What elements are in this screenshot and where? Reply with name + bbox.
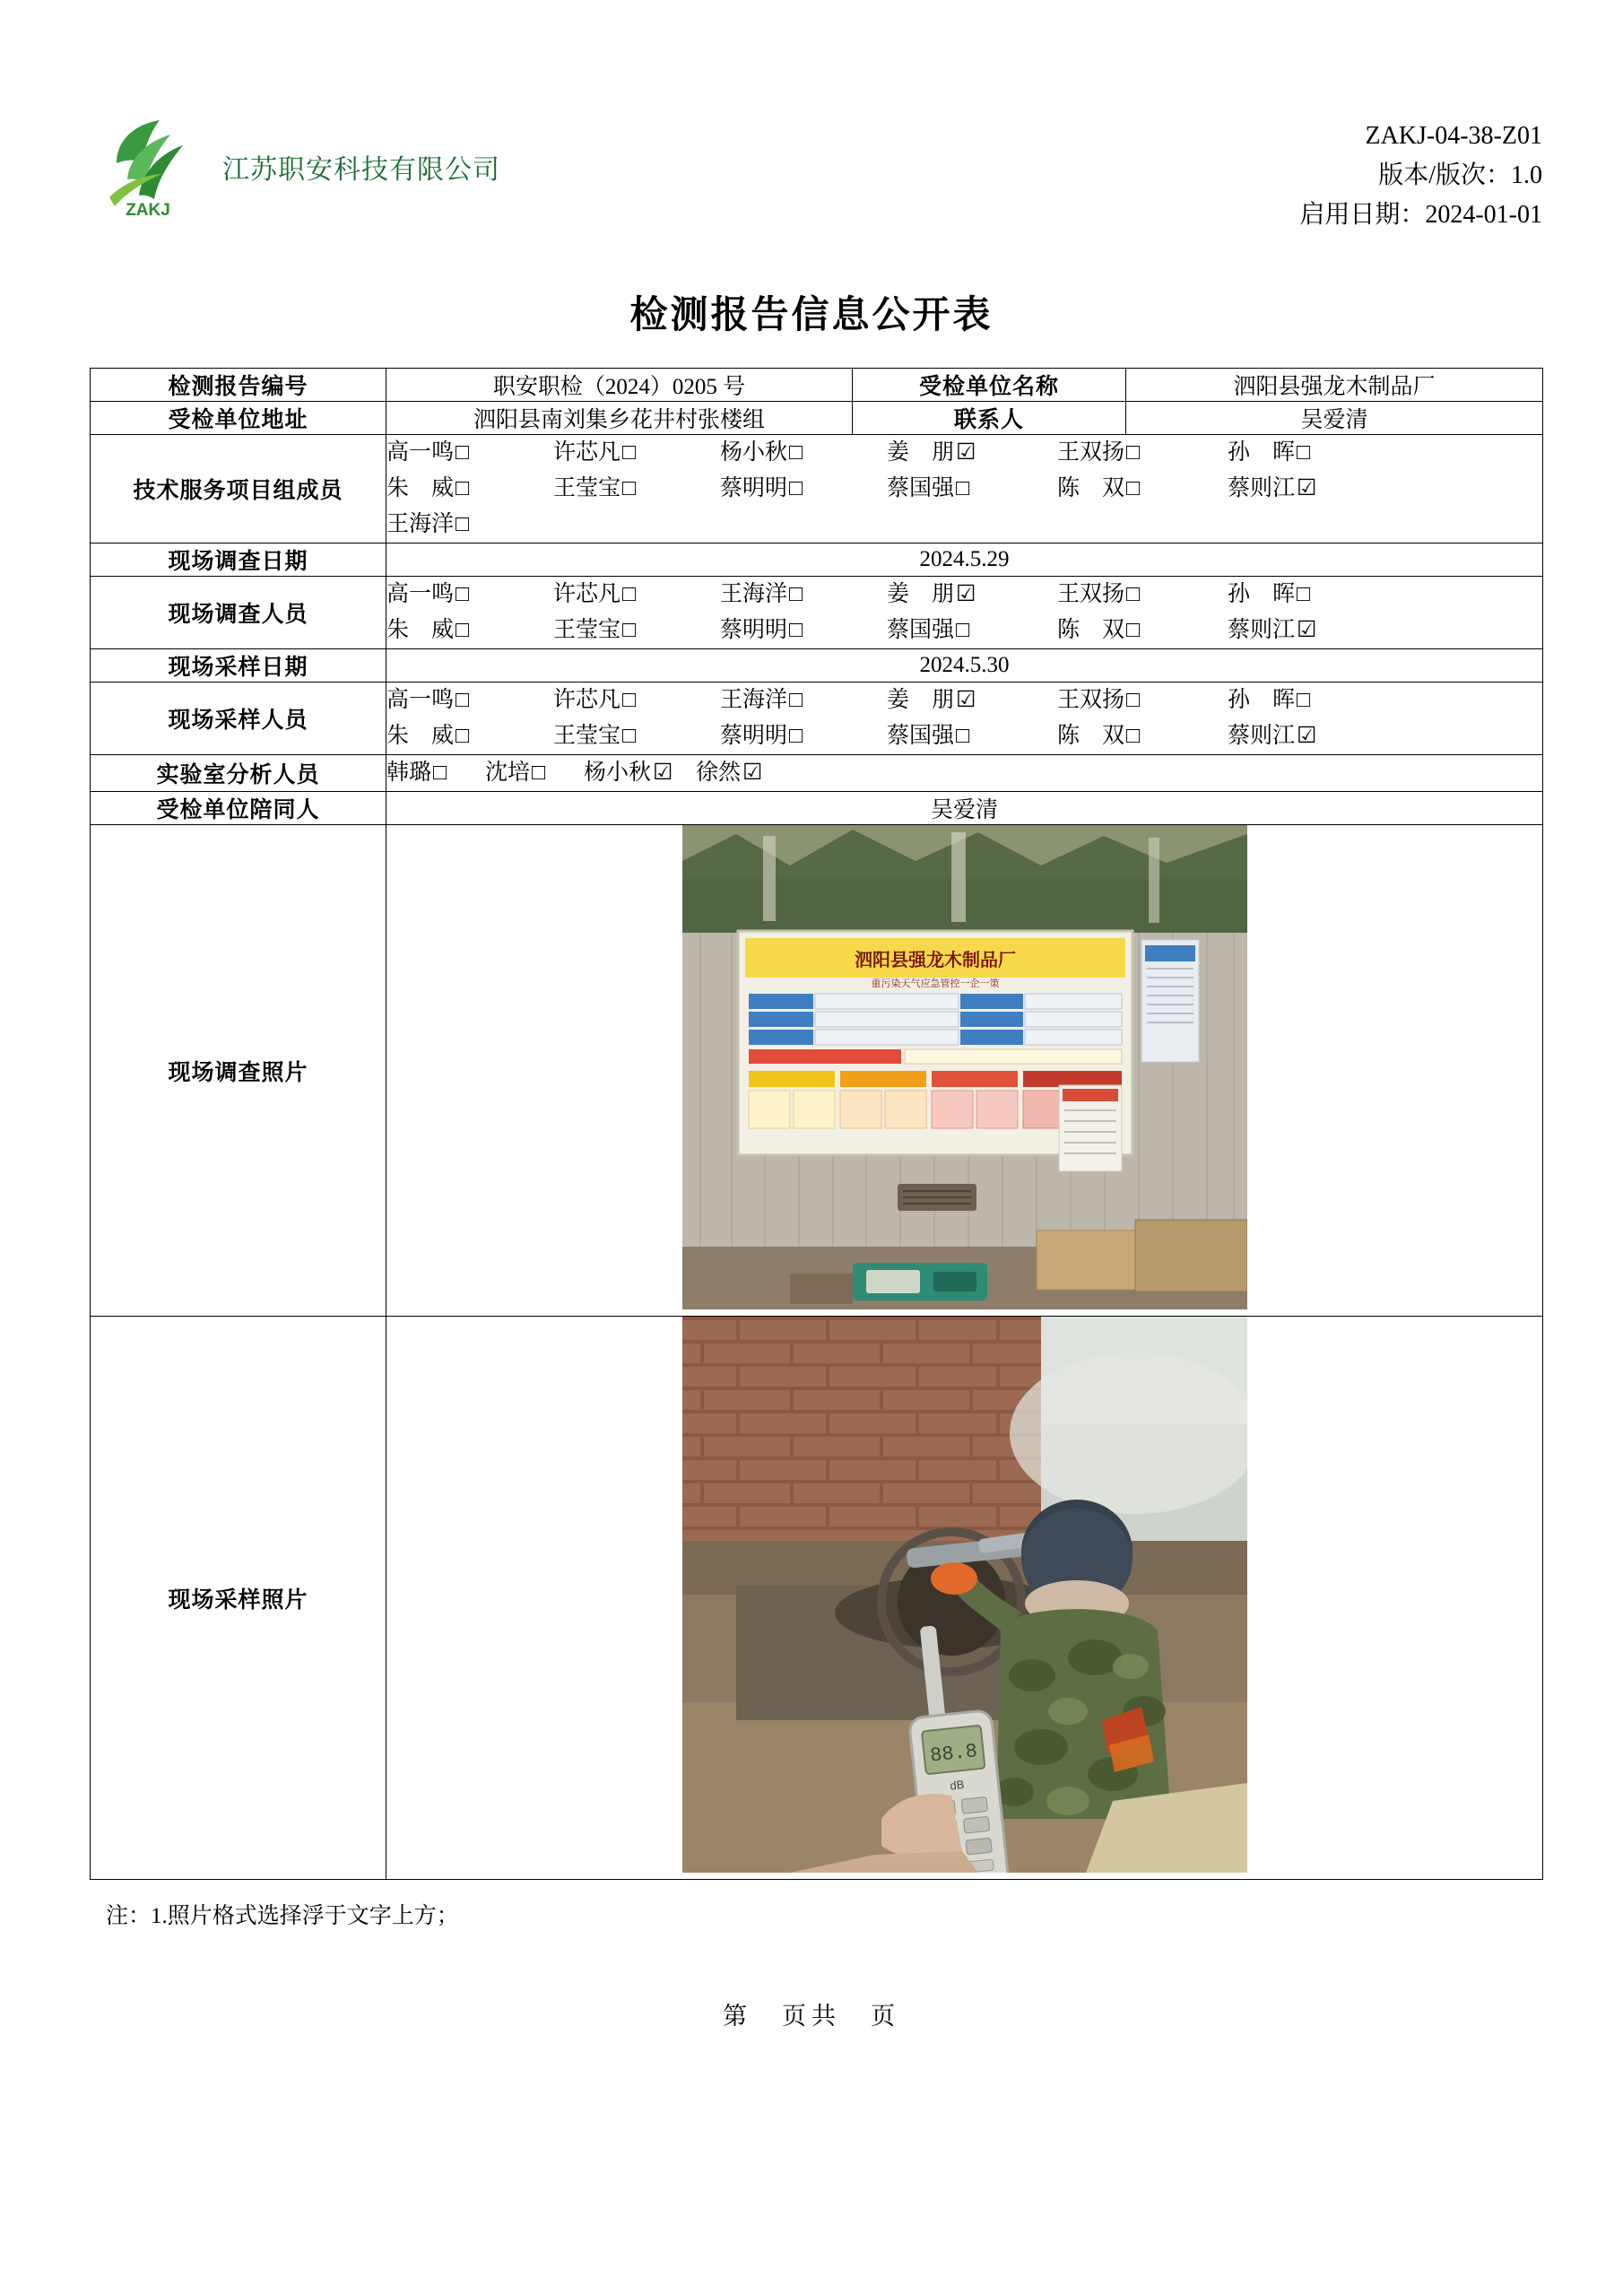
survey-date-value: 2024.5.29: [386, 544, 1543, 577]
checkbox-unchecked-icon[interactable]: □: [956, 618, 970, 642]
person-name: 孙 晖: [1228, 582, 1296, 606]
checkbox-unchecked-icon[interactable]: □: [1297, 582, 1311, 606]
person-name: 王莹宝: [553, 476, 621, 500]
person-checkbox-item[interactable]: [1228, 435, 1371, 471]
checkbox-unchecked-icon[interactable]: □: [622, 688, 637, 712]
person-checkbox-item[interactable]: [584, 755, 696, 791]
person-checkbox-item[interactable]: [386, 435, 553, 471]
checkbox-unchecked-icon[interactable]: □: [456, 688, 470, 712]
person-checkbox-item[interactable]: [720, 718, 887, 754]
contact-value: 吴爱清: [1126, 402, 1543, 435]
person-checkbox-item[interactable]: [720, 613, 887, 648]
checkbox-unchecked-icon[interactable]: □: [789, 724, 803, 748]
checkbox-unchecked-icon[interactable]: □: [956, 724, 970, 748]
person-checkbox-item[interactable]: [386, 718, 553, 754]
report-no-label: 检测报告编号: [91, 369, 386, 402]
checkbox-unchecked-icon[interactable]: □: [456, 724, 470, 748]
person-name: 孙 晖: [1228, 440, 1296, 465]
person-checkbox-item[interactable]: [887, 718, 1057, 754]
person-row: [386, 507, 1542, 543]
person-checkbox-item[interactable]: [1057, 435, 1228, 471]
checkbox-unchecked-icon[interactable]: □: [789, 688, 803, 712]
person-name: 许芯凡: [553, 688, 621, 712]
checkbox-unchecked-icon[interactable]: □: [1297, 440, 1311, 465]
person-name: 姜 朋: [887, 440, 955, 465]
person-checkbox-item[interactable]: [720, 577, 887, 613]
person-checkbox-item[interactable]: [887, 471, 1057, 507]
svg-text:dB: dB: [949, 1777, 965, 1793]
team-members-list: [386, 435, 1543, 544]
page-title: 检测报告信息公开表: [629, 295, 994, 336]
svg-text:ZAKJ: ZAKJ: [126, 201, 170, 220]
person-checkbox-item[interactable]: [1228, 718, 1371, 754]
survey-date-label: 现场调查日期: [91, 544, 386, 577]
checkbox-checked-icon[interactable]: ☑: [653, 761, 673, 785]
person-name: 蔡则江: [1228, 724, 1296, 748]
team-members-label: 技术服务项目组成员: [91, 435, 386, 544]
person-checkbox-item[interactable]: [887, 683, 1057, 718]
survey-photo: [682, 825, 1247, 1309]
person-checkbox-item[interactable]: [887, 435, 1057, 471]
checkbox-unchecked-icon[interactable]: □: [1126, 582, 1141, 606]
sample-staff-list: [386, 683, 1543, 755]
checkbox-checked-icon[interactable]: ☑: [956, 688, 976, 712]
document-effective-date: 启用日期：2024-01-01: [1299, 201, 1542, 229]
survey-staff-list: [386, 577, 1543, 649]
checkbox-unchecked-icon[interactable]: □: [1297, 688, 1311, 712]
person-checkbox-item[interactable]: [386, 577, 553, 613]
survey-photo-label: 现场调查照片: [91, 825, 386, 1317]
person-checkbox-item[interactable]: [386, 755, 485, 791]
checkbox-unchecked-icon[interactable]: □: [433, 761, 447, 785]
person-row: [386, 613, 1542, 648]
table-row: [91, 435, 1543, 544]
sample-staff-label: 现场采样人员: [91, 683, 386, 755]
checkbox-unchecked-icon[interactable]: □: [532, 761, 546, 785]
person-name: 朱 威: [386, 476, 455, 500]
person-checkbox-item[interactable]: [1228, 577, 1371, 613]
checkbox-unchecked-icon[interactable]: □: [456, 512, 470, 536]
checkbox-unchecked-icon[interactable]: □: [456, 476, 470, 500]
client-name-label: 受检单位名称: [853, 369, 1126, 402]
person-name: 姜 朋: [887, 688, 955, 712]
person-name: 王双扬: [1057, 688, 1125, 712]
person-checkbox-item[interactable]: [553, 577, 720, 613]
person-checkbox-item[interactable]: [386, 683, 553, 718]
checkbox-unchecked-icon[interactable]: □: [1126, 724, 1141, 748]
svg-text:88.8: 88.8: [928, 1740, 978, 1768]
checkbox-unchecked-icon[interactable]: □: [789, 582, 803, 606]
person-checkbox-item[interactable]: [1057, 718, 1228, 754]
survey-staff-label: 现场调查人员: [91, 577, 386, 649]
escort-label: 受检单位陪同人: [91, 792, 386, 825]
checkbox-unchecked-icon[interactable]: □: [789, 476, 803, 500]
checkbox-unchecked-icon[interactable]: □: [956, 476, 970, 500]
contact-label: 联系人: [853, 402, 1126, 435]
person-name: 杨小秋: [720, 440, 788, 465]
document-code: ZAKJ-04-38-Z01: [1365, 122, 1542, 150]
person-name: 许芯凡: [553, 440, 621, 465]
checkbox-checked-icon[interactable]: ☑: [1297, 724, 1317, 748]
person-checkbox-item[interactable]: [696, 755, 803, 791]
person-name: 高一鸣: [386, 582, 455, 606]
checkbox-unchecked-icon[interactable]: □: [1126, 440, 1141, 465]
person-checkbox-item[interactable]: [720, 435, 887, 471]
person-checkbox-item[interactable]: [1057, 471, 1228, 507]
person-name: 蔡明明: [720, 724, 788, 748]
table-row: [91, 825, 1543, 1317]
person-name: 王双扬: [1057, 582, 1125, 606]
sample-date-label: 现场采样日期: [91, 649, 386, 683]
person-name: 蔡国强: [887, 618, 955, 642]
document-header: [90, 108, 1542, 229]
lab-staff-list: [386, 755, 1543, 792]
table-row: [91, 402, 1543, 435]
table-row: [91, 683, 1543, 755]
page-footer: 第 页共 页: [723, 2003, 900, 2030]
table-row: [91, 369, 1543, 402]
person-name: 王莹宝: [553, 618, 621, 642]
checkbox-unchecked-icon[interactable]: □: [1126, 618, 1141, 642]
person-checkbox-item[interactable]: [386, 613, 553, 648]
person-name: 陈 双: [1057, 724, 1125, 748]
table-row: [91, 792, 1543, 825]
svg-text:泗阳县强龙木制品厂: 泗阳县强龙木制品厂: [854, 951, 1016, 970]
report-info-table: [90, 368, 1543, 1880]
person-name: 高一鸣: [386, 688, 455, 712]
person-checkbox-item[interactable]: [1228, 613, 1371, 648]
checkbox-checked-icon[interactable]: ☑: [1297, 618, 1317, 642]
lab-staff-label: 实验室分析人员: [91, 755, 386, 792]
checkbox-unchecked-icon[interactable]: □: [622, 618, 637, 642]
checkbox-unchecked-icon[interactable]: □: [1126, 688, 1141, 712]
person-name: 王海洋: [720, 582, 788, 606]
checkbox-unchecked-icon[interactable]: □: [789, 618, 803, 642]
table-row: [91, 755, 1543, 792]
footnote: 注：1.照片格式选择浮于文字上方；: [106, 1904, 459, 1928]
person-row: [386, 683, 1542, 718]
person-name: 蔡明明: [720, 476, 788, 500]
survey-photo-cell: [386, 825, 1543, 1317]
person-name: 蔡则江: [1228, 476, 1296, 500]
svg-text:重污染天气应急管控一企一策: 重污染天气应急管控一企一策: [871, 978, 999, 989]
checkbox-checked-icon[interactable]: ☑: [956, 440, 976, 465]
sample-photo-cell: [386, 1317, 1543, 1880]
person-name: 蔡国强: [887, 476, 955, 500]
person-checkbox-item[interactable]: [553, 718, 720, 754]
table-row: [91, 577, 1543, 649]
client-address-label: 受检单位地址: [91, 402, 386, 435]
sample-date-value: 2024.5.30: [386, 649, 1543, 683]
person-name: 许芯凡: [553, 582, 621, 606]
person-name: 孙 晖: [1228, 688, 1296, 712]
person-checkbox-item[interactable]: [386, 471, 553, 507]
person-checkbox-item[interactable]: [720, 683, 887, 718]
sample-photo: [682, 1317, 1247, 1873]
table-row: [91, 1317, 1543, 1880]
person-checkbox-item[interactable]: [553, 683, 720, 718]
checkbox-unchecked-icon[interactable]: □: [622, 724, 637, 748]
checkbox-unchecked-icon[interactable]: □: [1126, 476, 1141, 500]
person-name: 王海洋: [386, 512, 455, 536]
person-name: 朱 威: [386, 724, 455, 748]
person-checkbox-item[interactable]: [887, 577, 1057, 613]
checkbox-unchecked-icon[interactable]: □: [622, 582, 637, 606]
person-checkbox-item[interactable]: [553, 435, 720, 471]
report-no-value: 职安职检（2024）0205 号: [386, 369, 853, 402]
person-row: [386, 755, 1542, 791]
person-name: 杨小秋: [584, 761, 652, 785]
checkbox-checked-icon[interactable]: ☑: [742, 761, 763, 785]
person-checkbox-item[interactable]: [1057, 683, 1228, 718]
client-name-value: 泗阳县强龙木制品厂: [1126, 369, 1543, 402]
person-name: 韩璐: [386, 761, 432, 785]
checkbox-unchecked-icon[interactable]: □: [456, 618, 470, 642]
table-row: [91, 649, 1543, 683]
person-name: 王双扬: [1057, 440, 1125, 465]
person-name: 沈培: [485, 761, 531, 785]
checkbox-unchecked-icon[interactable]: □: [622, 440, 637, 465]
person-name: 王海洋: [720, 688, 788, 712]
checkbox-unchecked-icon[interactable]: □: [622, 476, 637, 500]
sample-photo-label: 现场采样照片: [91, 1317, 386, 1880]
person-checkbox-item[interactable]: [1228, 471, 1371, 507]
client-address-value: 泗阳县南刘集乡花井村张楼组: [386, 402, 853, 435]
checkbox-unchecked-icon[interactable]: □: [456, 582, 470, 606]
person-name: 高一鸣: [386, 440, 455, 465]
person-checkbox-item[interactable]: [386, 507, 553, 543]
person-checkbox-item[interactable]: [1228, 683, 1371, 718]
checkbox-checked-icon[interactable]: ☑: [956, 582, 976, 606]
escort-value: 吴爱清: [386, 792, 1543, 825]
person-name: 蔡国强: [887, 724, 955, 748]
person-name: 王莹宝: [553, 724, 621, 748]
table-row: [91, 544, 1543, 577]
person-checkbox-item[interactable]: [485, 755, 584, 791]
person-name: 陈 双: [1057, 618, 1125, 642]
person-checkbox-item[interactable]: [1057, 577, 1228, 613]
person-row: [386, 577, 1542, 613]
person-checkbox-item[interactable]: [1057, 613, 1228, 648]
company-name: 江苏职安科技有限公司: [222, 155, 500, 185]
checkbox-checked-icon[interactable]: ☑: [1297, 476, 1317, 500]
person-checkbox-item[interactable]: [553, 471, 720, 507]
person-name: 陈 双: [1057, 476, 1125, 500]
person-checkbox-item[interactable]: [720, 471, 887, 507]
person-checkbox-item[interactable]: [553, 613, 720, 648]
person-row: [386, 435, 1542, 471]
company-logo: [90, 108, 206, 220]
person-name: 蔡则江: [1228, 618, 1296, 642]
person-row: [386, 718, 1542, 754]
checkbox-unchecked-icon[interactable]: □: [789, 440, 803, 465]
person-name: 姜 朋: [887, 582, 955, 606]
person-row: [386, 471, 1542, 507]
checkbox-unchecked-icon[interactable]: □: [456, 440, 470, 465]
person-name: 徐然: [696, 761, 742, 785]
person-checkbox-item[interactable]: [887, 613, 1057, 648]
person-name: 蔡明明: [720, 618, 788, 642]
person-name: 朱 威: [386, 618, 455, 642]
document-version: 版本/版次：1.0: [1378, 161, 1542, 189]
